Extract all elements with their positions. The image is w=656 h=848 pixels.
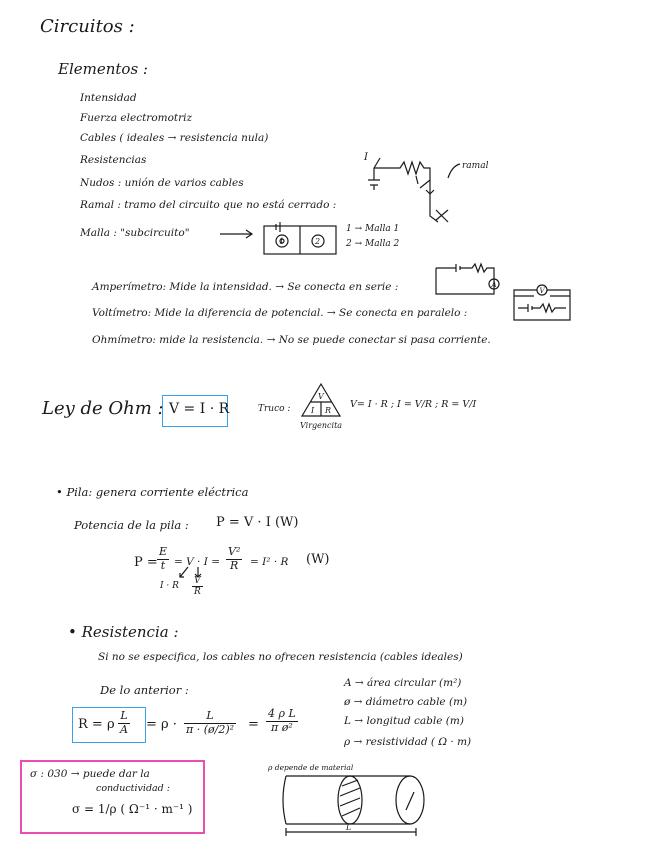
legend-area: A → área circular (m²) — [344, 677, 462, 689]
elementos-item-cables: Cables ( ideales → resistencia nula) — [80, 132, 269, 144]
frac-final-num: 4 ρ L — [268, 707, 296, 720]
ohm-variants: V= I · R ; I = V/R ; R = V/I — [350, 399, 477, 410]
elementos-item-malla: Malla : "subcircuito" — [80, 227, 190, 239]
conductividad-formula: σ = 1/ρ ( Ω⁻¹ · m⁻¹ ) — [72, 802, 193, 816]
triangle-i: I — [311, 406, 315, 415]
page-title: Circuitos : — [40, 16, 135, 37]
potencia-label: Potencia de la pila : — [74, 518, 189, 532]
sub-ir: I · R — [160, 581, 179, 591]
sub-v-num: V — [192, 576, 203, 587]
pila-unit: (W) — [306, 552, 330, 567]
cylinder-length: L — [346, 823, 352, 832]
frac-final — [266, 708, 298, 734]
eq-i2r: = I² · R — [250, 556, 289, 568]
amperimetro-symbol: A — [491, 281, 497, 289]
ohmimetro-text: Ohmímetro: mide la resistencia. → No se puede conectar si pasa corriente. — [92, 334, 491, 346]
frac-l-over-a — [118, 710, 130, 736]
elementos-item-fem: Fuerza electromotriz — [80, 112, 193, 124]
frac-e-num: E — [159, 545, 168, 558]
resistencia-heading: • Resistencia : — [68, 623, 179, 641]
sub-v-over-r — [192, 576, 203, 598]
elementos-item-intensidad: Intensidad — [80, 92, 137, 104]
legend-longitud: L → longitud cable (m) — [344, 715, 464, 727]
legend-diametro: ø → diámetro cable (m) — [344, 696, 468, 708]
voltimetro-symbol: V — [539, 287, 545, 295]
amperimetro-text: Amperímetro: Mide la intensidad. → Se conecta en serie : — [92, 281, 399, 293]
frac-v2-num: V² — [228, 545, 241, 558]
truco-label: Truco : — [258, 404, 291, 414]
ohm-formula: V = I · R — [169, 401, 230, 417]
voltimetro-text: Voltímetro: Mide la diferencia de potencial. → Se conecta en paralelo : — [92, 307, 468, 319]
frac-pi-num: L — [184, 710, 236, 724]
malla-2-label: 2 → Malla 2 — [346, 239, 400, 249]
frac-v2-den: R — [230, 558, 239, 572]
elementos-item-ramal: Ramal : tramo del circuito que no está cerrado : — [80, 199, 337, 211]
frac-v2-over-r — [226, 546, 242, 572]
potencia-formula: P = V · I (W) — [216, 515, 299, 530]
eq-sign: = — [248, 717, 259, 732]
malla-number-2: 2 — [315, 237, 321, 246]
pila-heading: • Pila: genera corriente eléctrica — [56, 485, 249, 499]
eq-rho: = ρ · — [146, 717, 177, 732]
p-eq: P = — [134, 555, 158, 570]
r-rho: R = ρ — [78, 717, 115, 732]
ohm-triangle — [298, 380, 344, 420]
resistencia-note: Si no se especifica, los cables no ofrecen resistencia (cables ideales) — [98, 651, 463, 663]
amperimetro-circuit-diagram — [432, 264, 512, 300]
ramal-label: ramal — [462, 161, 489, 171]
malla-1-label: 1 → Malla 1 — [346, 224, 400, 234]
frac-pi-den: π · (ø/2)² — [186, 722, 235, 736]
frac-final-den: π ø² — [271, 720, 293, 734]
ramal-circuit-diagram — [360, 150, 490, 230]
frac-a-den: A — [120, 722, 128, 736]
elementos-item-nudos: Nudos : unión de varios cables — [80, 177, 244, 189]
malla-arrow — [218, 228, 258, 240]
ley-ohm-heading: Ley de Ohm : — [42, 398, 164, 419]
triangle-caption: Virgencita — [300, 421, 343, 430]
intensity-symbol: I — [364, 152, 368, 163]
malla-circuit-diagram — [262, 222, 342, 258]
frac-l-over-pi — [184, 710, 236, 736]
voltimetro-circuit-diagram — [510, 282, 576, 326]
triangle-r: R — [325, 406, 332, 415]
triangle-v: V — [318, 392, 324, 401]
eq-vi: = V · I = — [174, 556, 221, 568]
cable-cylinder-diagram — [280, 770, 440, 840]
frac-l-num: L — [118, 710, 130, 724]
conductividad-line2: conductividad : — [96, 783, 170, 794]
sub-r-den: R — [194, 587, 201, 598]
malla-number-1: 1 — [279, 237, 285, 246]
legend-resistividad: ρ → resistividad ( Ω · m) — [344, 736, 472, 748]
frac-e-over-t — [157, 546, 169, 572]
frac-e-den: t — [160, 558, 166, 572]
conductividad-line1: σ : 030 → puede dar la — [30, 768, 150, 780]
elementos-item-resistencias: Resistencias — [80, 154, 147, 166]
de-lo-anterior: De lo anterior : — [100, 683, 189, 697]
cylinder-caption: ρ depende de material — [268, 763, 354, 772]
elementos-heading: Elementos : — [58, 60, 148, 78]
